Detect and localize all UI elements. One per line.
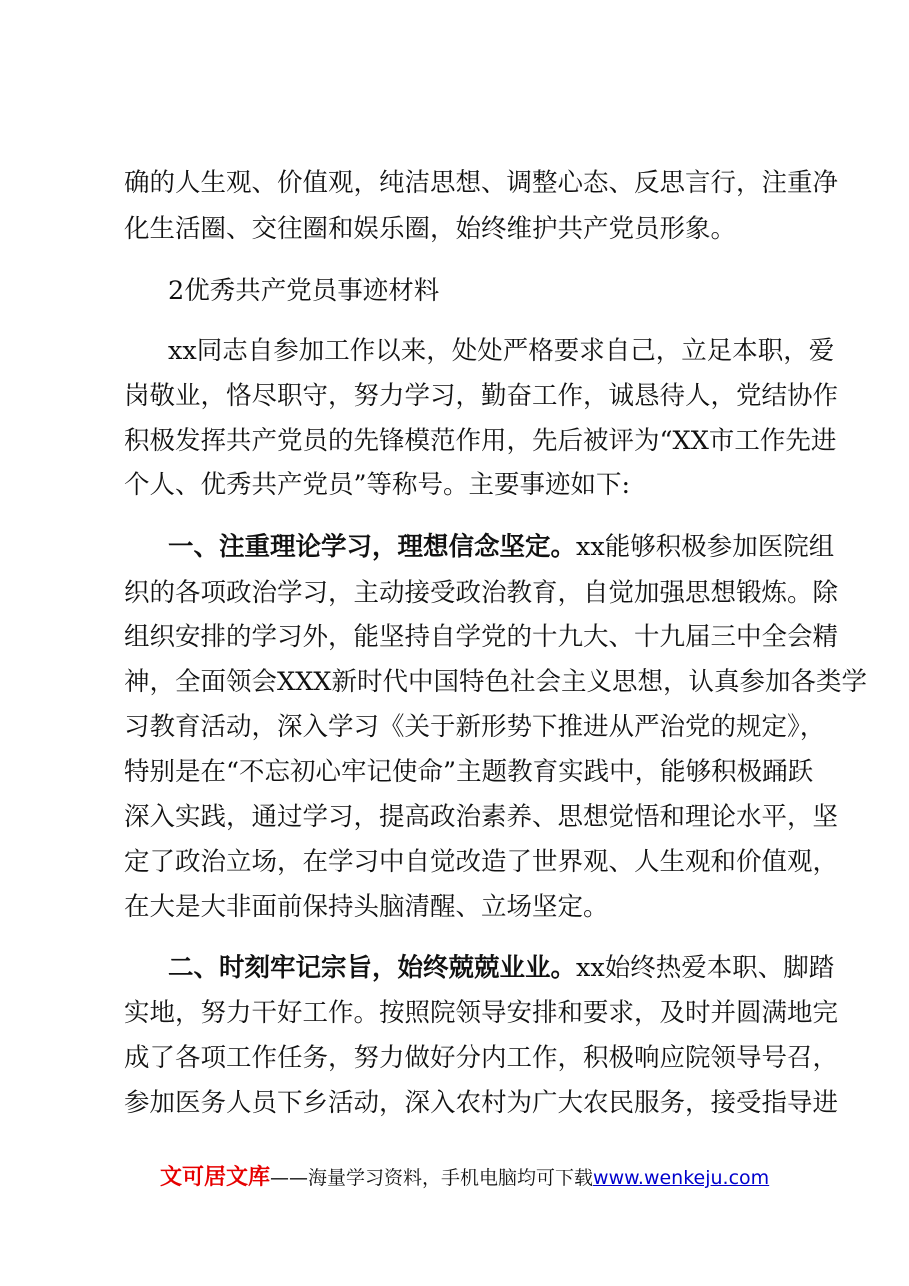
body-line: xx同志自参加工作以来，处处严格要求自己，立足本职，爱 — [168, 336, 835, 366]
paragraph-one-heading: 一、注重理论学习，理想信念坚定。 — [168, 532, 577, 562]
body-line: 织的各项政治学习，主动接受政治教育，自觉加强思想锻炼。除 — [124, 578, 839, 608]
body-line: 实地，努力干好工作。按照院领导安排和要求，及时并圆满地完 — [124, 998, 839, 1028]
footer-brand: 文可居文库 — [160, 1165, 271, 1190]
body-line: 个人、优秀共产党员”等称号。主要事迹如下: — [124, 470, 631, 500]
body-line: 成了各项工作任务，努力做好分内工作，积极响应院领导号召， — [124, 1043, 839, 1073]
body-line: 化生活圈、交往圈和娱乐圈，始终维护共产党员形象。 — [124, 214, 737, 244]
body-line: 习教育活动，深入学习《关于新形势下推进从严治党的规定》， — [124, 712, 826, 742]
paragraph-one-first-line — [168, 532, 909, 562]
body-line: 积极发挥共产党员的先锋模范作用，先后被评为“XX市工作先进 — [124, 426, 837, 456]
body-line: 特别是在“不忘初心牢记使命”主题教育实践中，能够积极踊跃 — [124, 757, 814, 787]
paragraph-two-heading: 二、时刻牢记宗旨，始终兢兢业业。 — [168, 953, 577, 983]
footer-link[interactable]: www.wenkeju.com — [593, 1167, 770, 1189]
paragraph-two-first-line — [168, 953, 909, 983]
body-line: 确的人生观、价值观，纯洁思想、调整心态、反思言行，注重净 — [124, 168, 839, 198]
section-title: 2优秀共产党员事迹材料 — [168, 276, 440, 306]
body-line: 参加医务人员下乡活动，深入农村为广大农民服务，接受指导进 — [124, 1088, 839, 1118]
paragraph-one-text: xx能够积极参加医院组 — [576, 532, 835, 562]
body-line: 在大是大非面前保持头脑清醒、立场坚定。 — [124, 892, 609, 922]
footer-tagline: ——海量学习资料，手机电脑均可下载 — [270, 1167, 594, 1189]
body-line: 定了政治立场，在学习中自觉改造了世界观、人生观和价值观， — [124, 847, 839, 877]
paragraph-two-text: xx始终热爱本职、脚踏 — [576, 953, 835, 983]
body-line: 深入实践，通过学习，提高政治素养、思想觉悟和理论水平，坚 — [124, 802, 839, 832]
body-line: 岗敬业，恪尽职守，努力学习，勤奋工作，诚恳待人，党结协作 — [124, 381, 839, 411]
body-line: 神，全面领会XXX新时代中国特色社会主义思想，认真参加各类学 — [124, 667, 867, 697]
body-line: 组织安排的学习外，能坚持自学党的十九大、十九届三中全会精 — [124, 622, 839, 652]
footer-banner — [160, 1164, 780, 1192]
